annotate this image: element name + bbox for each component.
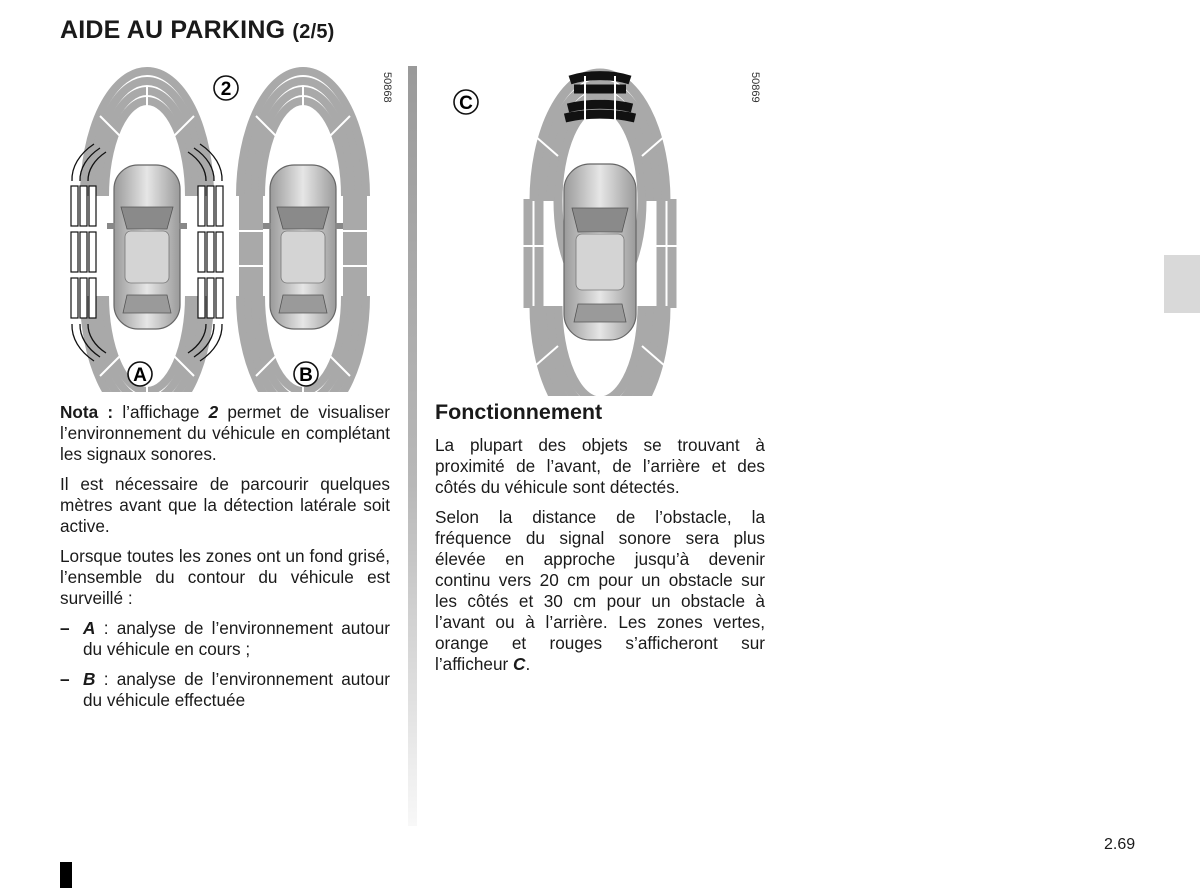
list-key: B	[83, 669, 96, 689]
callout-c-text: C	[459, 93, 473, 114]
right-paragraph-2-text: Selon la distance de l’obstacle, la fréquence du signal sonore sera plus élevée en approche jusqu’à devenir continu vers 20 cm pour un obstacle sur les côtés et 30 cm pour un obstacle à l’avant ou à l’arrière. Les zones vertes, orange et rouges s’afficheront sur l’afficheur	[435, 507, 765, 674]
list-text: : analyse de l’environnement autour du véhicule en cours ;	[83, 618, 390, 659]
callout-b	[294, 362, 318, 386]
paragraph-2: Il est nécessaire de parcourir quelques mètres avant que la détection latérale soit active.	[60, 474, 390, 536]
title-suffix: (2/5)	[292, 21, 335, 43]
car-b-icon	[263, 165, 343, 329]
page-title	[60, 16, 335, 45]
list-item	[60, 618, 390, 660]
note-text-1: l’affichage	[113, 402, 209, 422]
list-item	[60, 669, 390, 711]
right-paragraph-2-ref: C	[513, 654, 526, 674]
list-dash: –	[60, 618, 70, 638]
callout-a-text: A	[133, 365, 147, 386]
corner-mark	[60, 862, 72, 888]
list-text: : analyse de l’environnement autour du véhicule effectuée	[83, 669, 390, 710]
chapter-tab	[1164, 255, 1200, 313]
figure-code-right: 50869	[749, 72, 761, 103]
callout-c	[454, 90, 478, 114]
list-dash: –	[60, 669, 70, 689]
column-divider	[408, 66, 417, 826]
callout-2-text: 2	[220, 79, 232, 100]
right-column-text	[435, 435, 765, 684]
callout-b-text: B	[299, 365, 313, 386]
car-c-icon	[564, 164, 636, 340]
paragraph-3: Lorsque toutes les zones ont un fond grisé, l’ensemble du contour du véhicule est surveillé :	[60, 546, 390, 608]
parking-figure-left	[60, 66, 405, 392]
note-ref: 2	[208, 402, 219, 422]
note-text-2: permet de visualiser l’environnement du véhicule en complétant les signaux sonores.	[60, 402, 391, 464]
figure-code-left: 50868	[381, 72, 393, 103]
section-heading: Fonctionnement	[435, 400, 603, 424]
title-main: AIDE AU PARKING	[60, 16, 286, 44]
parking-figure-right	[440, 66, 770, 396]
note-paragraph	[60, 402, 390, 465]
right-paragraph-2	[435, 507, 765, 675]
note-label: Nota :	[60, 402, 114, 422]
right-paragraph-1: La plupart des objets se trouvant à proximité de l’avant, de l’arrière et des côtés du véhicule sont détectés.	[435, 435, 765, 497]
callout-2	[214, 76, 238, 100]
right-paragraph-2-end: .	[525, 654, 531, 674]
page-number: 2.69	[1104, 836, 1136, 853]
list-key: A	[83, 618, 96, 638]
left-column-text	[60, 402, 390, 720]
car-a-icon	[107, 165, 187, 329]
callout-a	[128, 362, 152, 386]
